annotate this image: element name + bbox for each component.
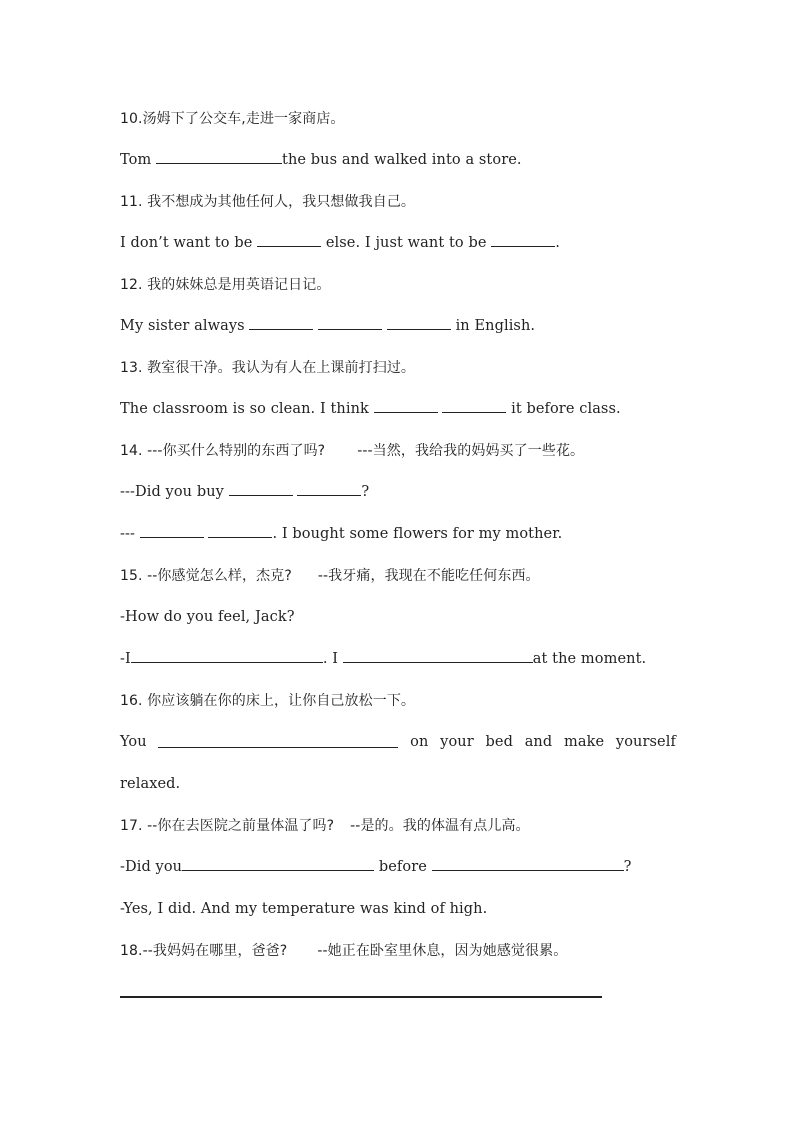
q11-blank-1[interactable] [257,234,321,247]
q10-answer-line [120,151,522,169]
q15-prompt-a: 15. --你感觉怎么样，杰克? [120,568,292,584]
q14-prompt-a: 14. ---你买什么特别的东西了吗? [120,443,326,459]
q17-blank-1[interactable] [182,858,374,871]
q12-text-b: in English. [455,318,536,334]
q13-text-a: The classroom is so clean. I think [120,401,369,417]
q14-prompt-b: ---当然，我给我的妈妈买了一些花。 [357,443,585,459]
q15-answer-line-2 [120,650,646,668]
q12-text-a: My sister always [120,318,245,334]
q17-blank-2[interactable] [432,858,624,871]
q14-blank-2[interactable] [297,483,361,496]
q11-text-a: I don’t want to be [120,235,253,251]
q13-prompt: 13. 教室很干净。我认为有人在上课前打扫过。 [120,360,416,376]
q11-blank-2[interactable] [491,234,555,247]
q15-text-a: -I [120,651,131,667]
q16-word-4: and [524,734,553,750]
q10-blank-1[interactable] [156,151,282,164]
q17-answer-line-1 [120,858,632,876]
q14-text-d: . I bought some flowers for my mother. [272,526,563,542]
q16-word-3: bed [485,734,513,750]
q15-answer-line-1: -How do you feel, Jack? [120,609,295,625]
q16-answer-line [120,733,676,751]
q16-text-a: You [120,734,147,750]
q17-text-b: before [378,859,427,875]
q16-word-2: your [440,734,474,750]
q14-answer-line-2 [120,525,562,543]
q18-prompt [120,942,567,960]
q11-prompt: 11. 我不想成为其他任何人，我只想做我自己。 [120,194,416,210]
q16-answer-line-cont: relaxed. [120,776,181,792]
q15-prompt-b: --我牙痛，我现在不能吃任何东西。 [317,568,540,584]
q14-blank-3[interactable] [140,525,204,538]
q14-text-a: ---Did you buy [120,484,224,500]
q16-word-1: on [410,734,429,750]
q13-blank-1[interactable] [374,400,438,413]
q15-text-c: at the moment. [532,651,647,667]
q16-prompt: 16. 你应该躺在你的床上，让你自己放松一下。 [120,693,416,709]
q12-prompt: 12. 我的妹妹总是用英语记日记。 [120,277,331,293]
q12-blank-1[interactable] [249,317,313,330]
q17-text-c: ? [623,859,632,875]
q13-blank-2[interactable] [442,400,506,413]
q18-prompt-a: 18.--我妈妈在哪里，爸爸? [120,943,288,959]
q12-blank-3[interactable] [387,317,451,330]
q15-prompt [120,567,540,585]
q13-text-b: it before class. [511,401,621,417]
q16-blank-1[interactable] [158,735,398,748]
q12-blank-2[interactable] [318,317,382,330]
q11-text-b: else. I just want to be [325,235,487,251]
q10-prompt: 10.汤姆下了公交车,走进一家商店。 [120,111,345,127]
q17-prompt-a: 17. --你在去医院之前量体温了吗? [120,818,335,834]
q14-prompt [120,442,584,460]
q14-blank-1[interactable] [229,483,293,496]
q17-prompt [120,817,530,835]
q14-answer-line-1 [120,483,369,501]
q17-answer-line-2: -Yes, I did. And my temperature was kind of high. [120,901,488,917]
q16-word-6: yourself [615,734,676,750]
q10-text-b: the bus and walked into a store. [282,152,522,168]
q12-answer-line [120,317,535,335]
q18-prompt-b: --她正在卧室里休息，因为她感觉很累。 [317,943,568,959]
q15-blank-1[interactable] [131,650,323,663]
q15-text-b: . I [322,651,339,667]
q14-blank-4[interactable] [208,525,272,538]
q14-text-b: ? [361,484,370,500]
q17-prompt-b: --是的。我的体温有点儿高。 [350,818,530,834]
q10-text-a: Tom [120,152,152,168]
q15-blank-2[interactable] [343,650,533,663]
q11-answer-line [120,234,560,252]
q18-answer-blank[interactable] [120,996,602,998]
q14-text-c: --- [120,526,135,542]
q11-text-c: . [555,235,560,251]
q17-text-a: -Did you [120,859,183,875]
q16-word-5: make [564,734,605,750]
q13-answer-line [120,400,621,418]
